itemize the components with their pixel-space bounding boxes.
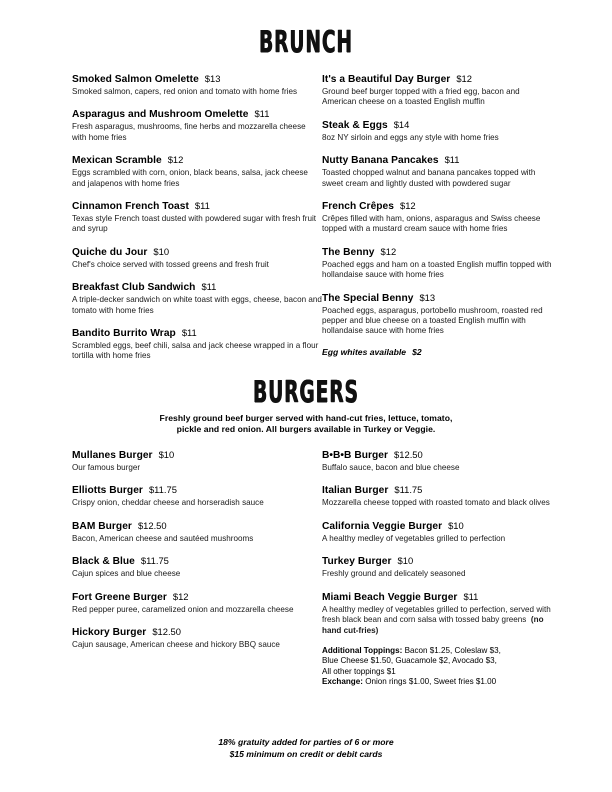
menu-item-name: Miami Beach Veggie Burger <box>322 591 458 603</box>
menu-item-price: $12.50 <box>394 449 423 461</box>
menu-item-head <box>72 483 322 497</box>
menu-item-description: Poached eggs, asparagus, portobello mushroom, roasted red pepper and blue cheese on a toasted English muffin with hollandaise sauce with home fries <box>322 305 543 336</box>
menu-item-head <box>72 245 322 259</box>
menu-item <box>322 72 552 108</box>
menu-item-description: Bacon, American cheese and sautéed mushrooms <box>72 533 254 543</box>
menu-item-description: 8oz NY sirloin and eggs any style with home fries <box>322 132 499 142</box>
menu-item-description: Ground beef burger topped with a fried egg, bacon and American cheese on a toasted English muffin <box>322 87 520 107</box>
menu-item-description: Mozzarella cheese topped with roasted tomato and black olives <box>322 498 550 508</box>
menu-item-head <box>322 483 552 497</box>
menu-item <box>72 625 322 650</box>
menu-item-name: Quiche du Jour <box>72 246 148 258</box>
exchange-label: Exchange: <box>322 677 363 687</box>
menu-item-price: $12.50 <box>152 626 181 638</box>
burgers-title: BURGERS <box>253 374 359 410</box>
burgers-subtitle-line-1: Freshly ground beef burger served with hand-cut fries, lettuce, tomato, <box>159 412 453 423</box>
menu-item <box>72 448 322 473</box>
menu-item-name: BAM Burger <box>72 520 132 532</box>
menu-item-name: Cinnamon French Toast <box>72 201 189 213</box>
menu-item <box>322 590 552 636</box>
menu-item-name: Steak & Eggs <box>322 119 388 131</box>
additional-toppings-line-1: Bacon $1.25, Coleslaw $3, <box>404 645 501 655</box>
menu-item-name: The Benny <box>322 246 375 258</box>
menu-item <box>72 72 322 97</box>
burgers-left-column <box>72 448 322 687</box>
egg-whites-note-text: Egg whites available <box>322 346 407 357</box>
menu-item-description: A triple-decker sandwich on white toast with eggs, cheese, bacon and tomato with home fries <box>72 295 322 315</box>
menu-item-description: Smoked salmon, capers, red onion and tomato with home fries <box>72 87 298 96</box>
menu-item-price: $12 <box>380 245 397 257</box>
menu-item-description: Fresh asparagus, mushrooms, fine herbs and mozzarella cheese with home fries <box>72 122 306 142</box>
menu-item-price: $11.75 <box>148 484 177 496</box>
menu-item <box>72 153 322 189</box>
menu-item-name: It's a Beautiful Day Burger <box>322 74 451 85</box>
menu-item <box>322 554 552 579</box>
menu-item-head <box>322 72 552 86</box>
additional-toppings-block <box>322 646 552 688</box>
menu-item-head <box>322 245 552 259</box>
menu-item-price: $14 <box>393 118 410 130</box>
burgers-right-column <box>322 448 552 687</box>
exchange-text: Onion rings $1.00, Sweet fries $1.00 <box>365 677 497 687</box>
menu-item <box>72 519 322 544</box>
menu-item <box>72 245 322 270</box>
menu-item-price: $13 <box>204 73 221 84</box>
menu-item-head <box>72 519 322 533</box>
menu-item-price: $11 <box>463 590 479 602</box>
menu-item <box>322 483 552 508</box>
menu-item-description: A healthy medley of vegetables grilled to perfection <box>322 533 506 543</box>
menu-item-description: Chef's choice served with tossed greens and fresh fruit <box>72 259 269 269</box>
additional-toppings-label: Additional Toppings: <box>322 645 403 655</box>
brunch-columns <box>0 72 612 372</box>
menu-item-head <box>322 448 552 462</box>
menu-item-head <box>72 107 322 121</box>
menu-item-head <box>322 291 552 305</box>
menu-item-description-emphasis: (no hand cut-fries) <box>322 615 544 635</box>
menu-item-price: $10 <box>448 519 464 531</box>
menu-item-name: French Crêpes <box>322 201 394 213</box>
menu-item <box>72 590 322 615</box>
menu-item-head <box>72 153 322 167</box>
menu-item-description: Red pepper puree, caramelized onion and mozzarella cheese <box>72 604 294 614</box>
menu-item-price: $10 <box>397 555 414 567</box>
exchange-row <box>322 677 552 687</box>
menu-item-description: Our famous burger <box>72 463 141 473</box>
menu-item-name: Black & Blue <box>72 556 135 568</box>
menu-item-description: Texas style French toast dusted with powdered sugar with fresh fruit and syrup <box>72 214 317 234</box>
menu-item-name: Asparagus and Mushroom Omelette <box>72 109 249 121</box>
menu-item <box>322 448 552 473</box>
menu-item-description: Cajun spices and blue cheese <box>72 569 181 579</box>
menu-item-price: $12 <box>456 73 472 84</box>
burgers-subtitle <box>106 413 506 436</box>
menu-item-price: $12 <box>167 154 184 166</box>
menu-item-price: $11 <box>254 108 270 120</box>
menu-item-head <box>72 280 322 294</box>
menu-item <box>322 153 552 189</box>
menu-item-price: $10 <box>158 449 175 461</box>
menu-item-head <box>322 554 552 568</box>
brunch-right-column <box>322 72 552 372</box>
menu-item-name: The Special Benny <box>322 292 414 304</box>
menu-item-price: $12 <box>400 200 416 212</box>
menu-item-head <box>72 199 322 213</box>
burgers-subtitle-line-2: pickle and red onion. All burgers available in Turkey or Veggie. <box>176 424 436 435</box>
menu-item-description: Cajun sausage, American cheese and hickory BBQ sauce <box>72 640 280 650</box>
menu-item-price: $11 <box>444 154 460 166</box>
brunch-title: BRUNCH <box>259 25 353 60</box>
menu-item-description: Poached eggs and ham on a toasted English muffin topped with hollandaise sauce with home fries <box>322 259 552 280</box>
menu-item-name: Fort Greene Burger <box>72 591 167 603</box>
menu-item-price: $10 <box>153 245 170 257</box>
egg-whites-note-price: $2 <box>412 346 422 357</box>
menu-item-description: Toasted chopped walnut and banana pancakes topped with sweet cream and lightly dusted with powdered sugar <box>322 168 536 188</box>
brunch-left-column <box>72 72 322 372</box>
menu-item-description <box>322 605 552 636</box>
burgers-columns <box>0 448 612 687</box>
menu-item-description: Scrambled eggs, beef chili, salsa and jack cheese wrapped in a flour tortilla with home fries <box>72 341 319 361</box>
menu-item-description: Eggs scrambled with corn, onion, black beans, salsa, jack cheese and jalapenos with home fries <box>72 168 308 188</box>
menu-item-name: Elliotts Burger <box>72 485 143 497</box>
menu-item-price: $11 <box>181 327 197 339</box>
menu-item-description-text: A healthy medley of vegetables grilled to perfection, served with fresh black bean and corn salsa with tossed baby greens <box>322 604 551 625</box>
menu-item-head <box>72 590 322 604</box>
menu-item <box>322 118 552 143</box>
menu-item-name: Smoked Salmon Omelette <box>72 74 199 85</box>
menu-item-price: $11 <box>194 200 210 212</box>
menu-item-name: Hickory Burger <box>72 627 147 639</box>
additional-toppings-line-2: Blue Cheese $1.50, Guacamole $2, Avocado $3, <box>322 656 497 666</box>
menu-item <box>72 554 322 579</box>
menu-item-head <box>72 72 322 86</box>
menu-item-head <box>322 519 552 533</box>
footer-line-1: 18% gratuity added for parties of 6 or more <box>218 737 394 747</box>
menu-item <box>322 245 552 281</box>
menu-item-name: Mullanes Burger <box>72 450 153 462</box>
menu-item-name: Breakfast Club Sandwich <box>72 282 196 294</box>
menu-item <box>322 519 552 544</box>
additional-toppings-line-3: All other toppings $1 <box>322 666 396 676</box>
menu-item-head <box>322 153 552 167</box>
menu-item-head <box>72 326 322 340</box>
menu-item-head <box>72 554 322 568</box>
additional-toppings-row <box>322 646 552 656</box>
burgers-section-header <box>0 372 612 408</box>
menu-item-price: $12.50 <box>137 519 167 531</box>
menu-item-price: $13 <box>419 291 436 303</box>
menu-item <box>72 199 322 235</box>
menu-footer <box>0 737 612 760</box>
menu-item-name: Italian Burger <box>322 485 389 497</box>
menu-item-name: Bandito Burrito Wrap <box>72 328 176 340</box>
menu-item <box>72 280 322 316</box>
footer-line-2: $15 minimum on credit or debit cards <box>229 748 383 759</box>
menu-item <box>322 199 552 235</box>
menu-item-name: California Veggie Burger <box>322 520 443 532</box>
menu-item-name: Mexican Scramble <box>72 155 162 167</box>
menu-item-price: $11.75 <box>140 555 169 567</box>
menu-item-price: $12 <box>172 590 189 602</box>
menu-item-name: B•B•B Burger <box>322 450 389 462</box>
menu-item-price: $11.75 <box>394 484 423 496</box>
menu-item-name: Nutty Banana Pancakes <box>322 155 439 167</box>
menu-item-head <box>322 199 552 213</box>
brunch-section-header <box>0 0 612 58</box>
menu-item-description: Crêpes filled with ham, onions, asparagus and Swiss cheese topped with a mustard cream sauce with home fries <box>322 214 541 234</box>
menu-item <box>72 326 322 362</box>
menu-item-description: Crispy onion, cheddar cheese and horseradish sauce <box>72 498 264 508</box>
menu-item-name: Turkey Burger <box>322 556 392 568</box>
menu-item-description: Buffalo sauce, bacon and blue cheese <box>322 463 460 473</box>
menu-item <box>72 107 322 143</box>
menu-item-head <box>72 448 322 462</box>
egg-whites-note <box>322 347 552 357</box>
menu-item-head <box>72 625 322 639</box>
menu-item-price: $11 <box>201 281 217 293</box>
menu-item-head <box>322 118 552 132</box>
menu-item-description: Freshly ground and delicately seasoned <box>322 569 466 579</box>
menu-item <box>72 483 322 508</box>
menu-item-head <box>322 590 552 604</box>
menu-item <box>322 291 552 337</box>
